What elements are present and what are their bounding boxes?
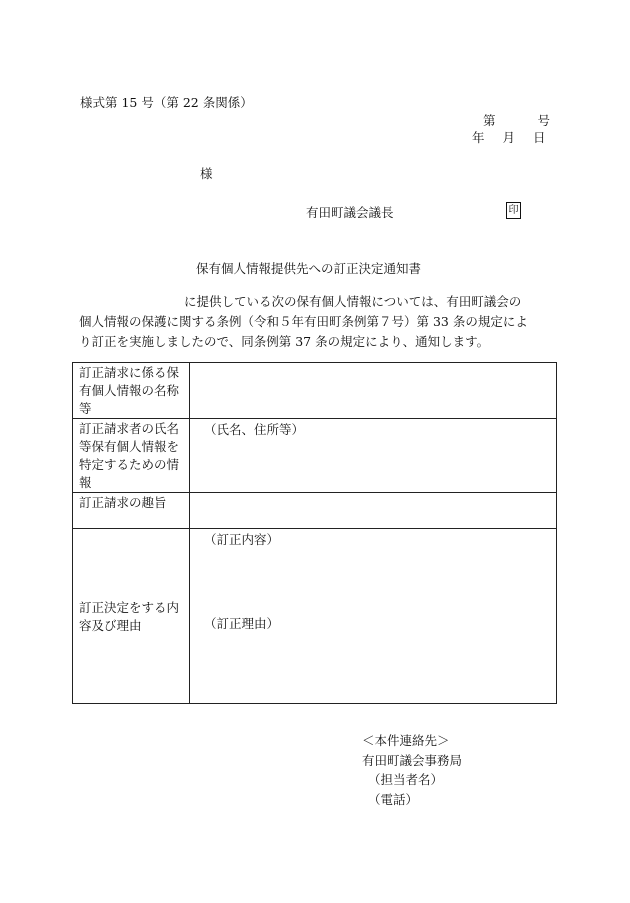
date-year: 年	[472, 130, 485, 145]
correction-info-table	[72, 362, 557, 704]
document-title: 保有個人情報提供先への訂正決定通知書	[196, 261, 422, 276]
body-line-3: り訂正を実施しましたので、同条例第 37 条の規定により、通知します。	[79, 334, 490, 349]
contact-heading: ＜本件連絡先＞	[362, 733, 450, 748]
addressee-honorific: 様	[200, 166, 213, 181]
table-row	[73, 529, 557, 704]
date-day: 日	[533, 130, 546, 145]
row-label: 訂正請求に係る保有個人情報の名称等	[73, 363, 190, 419]
correction-content-label: （訂正内容）	[204, 532, 280, 547]
number-suffix: 号	[537, 113, 551, 128]
contact-office: 有田町議会事務局	[362, 752, 463, 768]
contact-person: （担当者名）	[368, 772, 444, 787]
date-month: 月	[502, 130, 516, 145]
table-row	[73, 493, 557, 529]
body-line-2: 個人情報の保護に関する条例（令和５年有田町条例第７号）第 33 条の規定によ	[79, 314, 528, 329]
table-row	[73, 419, 557, 493]
form-number: 様式第 15 号（第 22 条関係）	[80, 95, 253, 110]
row-value	[190, 363, 557, 419]
row-value: （氏名、住所等）	[190, 419, 557, 493]
seal-stamp: 印	[506, 202, 521, 219]
row-value	[190, 529, 557, 704]
row-value	[190, 493, 557, 529]
date-line	[472, 129, 546, 147]
table-row	[73, 363, 557, 419]
body-line-1: に提供している次の保有個人情報については、有田町議会の	[184, 294, 522, 309]
row-label: 訂正請求者の氏名等保有個人情報を特定するための情報	[73, 419, 190, 493]
contact-phone: （電話）	[368, 791, 419, 807]
document-number-line	[483, 112, 550, 130]
sender-title: 有田町議会議長	[306, 205, 394, 220]
correction-reason-label: （訂正理由）	[204, 616, 280, 631]
number-prefix: 第	[483, 113, 496, 128]
row-label: 訂正決定をする内容及び理由	[73, 529, 190, 704]
contact-block	[362, 731, 462, 809]
row-label: 訂正請求の趣旨	[73, 493, 190, 529]
body-text	[79, 292, 559, 352]
